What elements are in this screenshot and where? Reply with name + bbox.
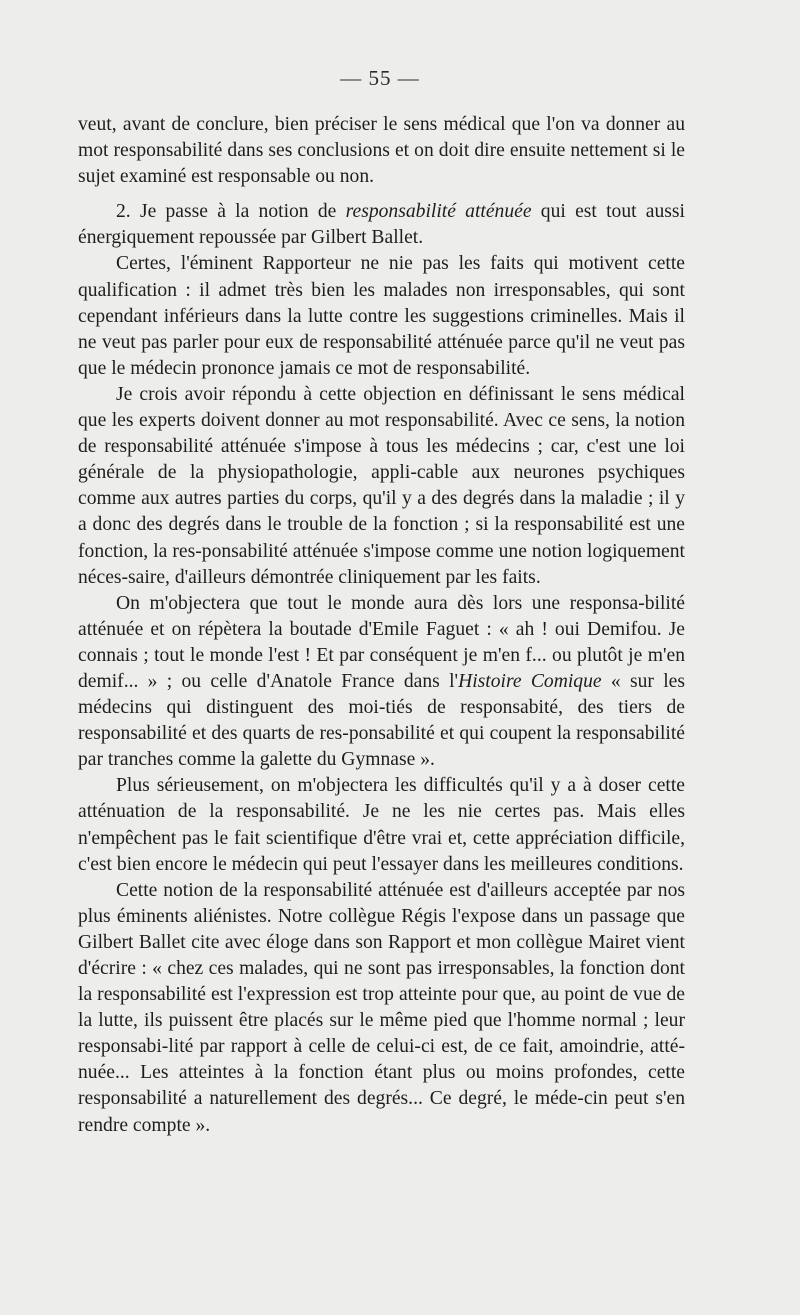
paragraph-text: Plus sérieusement, on m'objectera les difficultés qu'il y a à doser cette atténuation de la responsabilité. Je ne les nie certes pas. Mais elles n'empêchent pas le fait scientifique d'être vrai et, cette appréciation difficile, c'est bien encore le médecin qui peut l'essayer dans les meilleures conditions. xyxy=(78,775,685,875)
paragraph-difficultes xyxy=(78,773,685,877)
paragraph-text: Cette notion de la responsabilité atténuée est d'ailleurs acceptée par nos plus éminents aliénistes. Notre collègue Régis l'expose dans un passage que Gilbert Ballet cite avec éloge dans son Rapport et mon collègue Mairet vient d'écrire : « chez ces malades, qui ne sont pas irresponsables, la fonction dont la responsabilité est l'expression est trop atteinte pour que, au point de vue de la lutte, ils puissent être placés sur le même pied que l'homme normal ; leur responsabi-lité par rapport à celle de celui-ci est, de ce fait, amoindrie, atté-nuée... Les atteintes à la fonction étant plus ou moins profondes, cette responsabilité a naturellement des degrés... Ce degré, le méde-cin peut s'en rendre compte ». xyxy=(78,879,685,1136)
paragraph-point-2 xyxy=(78,199,685,251)
paragraph-continuation xyxy=(78,112,685,190)
italic-title: Histoire Comique xyxy=(458,670,602,692)
paragraph-text: Certes, l'éminent Rapporteur ne nie pas les faits qui motivent cette qualification : il admet très bien les malades non irresponsables, qui sont cependant inférieurs dans la lutte contre les suggestions criminelles. Mais il ne veut pas parler pour eux de responsabilité atténuée parce qu'il ne veut pas que le médecin prononce jamais ce mot de responsabilité. xyxy=(78,253,685,379)
paragraph-text: veut, avant de conclure, bien préciser le sens médical que l'on va donner au mot responsabilité dans ses conclusions et on doit dire ensuite nettement si le sujet examiné est responsable ou non. xyxy=(78,114,685,188)
page-number: — 55 — xyxy=(340,66,420,90)
paragraph-text: 2. Je passe à la notion de xyxy=(116,201,346,223)
paragraph-faguet xyxy=(78,591,685,774)
paragraph-certes xyxy=(78,251,685,381)
page-body xyxy=(78,112,685,1139)
paragraph-text: « sur les médecins qui distinguent des moi-tiés de responsabité, des tiers de responsabilité et des quarts de res-ponsabilité et qui coupent la responsabilité par tranches comme la galette du Gymnase ». xyxy=(78,670,685,771)
paragraph-text: qui est tout aussi énergiquement repoussée par Gilbert Ballet. xyxy=(78,201,685,249)
italic-term: responsabilité atténuée xyxy=(345,201,532,223)
paragraph-objection xyxy=(78,382,685,591)
paragraph-alienistes xyxy=(78,878,685,1139)
paragraph-text: Je crois avoir répondu à cette objection en définissant le sens médical que les experts doivent donner au mot responsabilité. Avec ce sens, la notion de responsabilité atténuée s'impose à tous les médecins ; car, c'est une loi générale de la physiopathologie, appli-cable aux neurones psychiques comme aux autres parties du corps, qu'il y a des degrés dans la maladie ; il y a donc des degrés dans le trouble de la fonction ; si la responsabilité est une fonction, la res-ponsabilité atténuée s'impose comme une notion logiquement néces-saire, d'ailleurs démontrée cliniquement par les faits. xyxy=(78,383,685,588)
paragraph-text: On m'objectera que tout le monde aura dès lors une responsa-bilité atténuée et on répètera la boutade d'Emile Faguet : « ah ! oui Demifou. Je connais ; tout le monde l'est ! Et par conséquent je m'en f... ou plutôt je m'en demif... » ; ou celle d'Anatole France dans l' xyxy=(78,592,685,692)
